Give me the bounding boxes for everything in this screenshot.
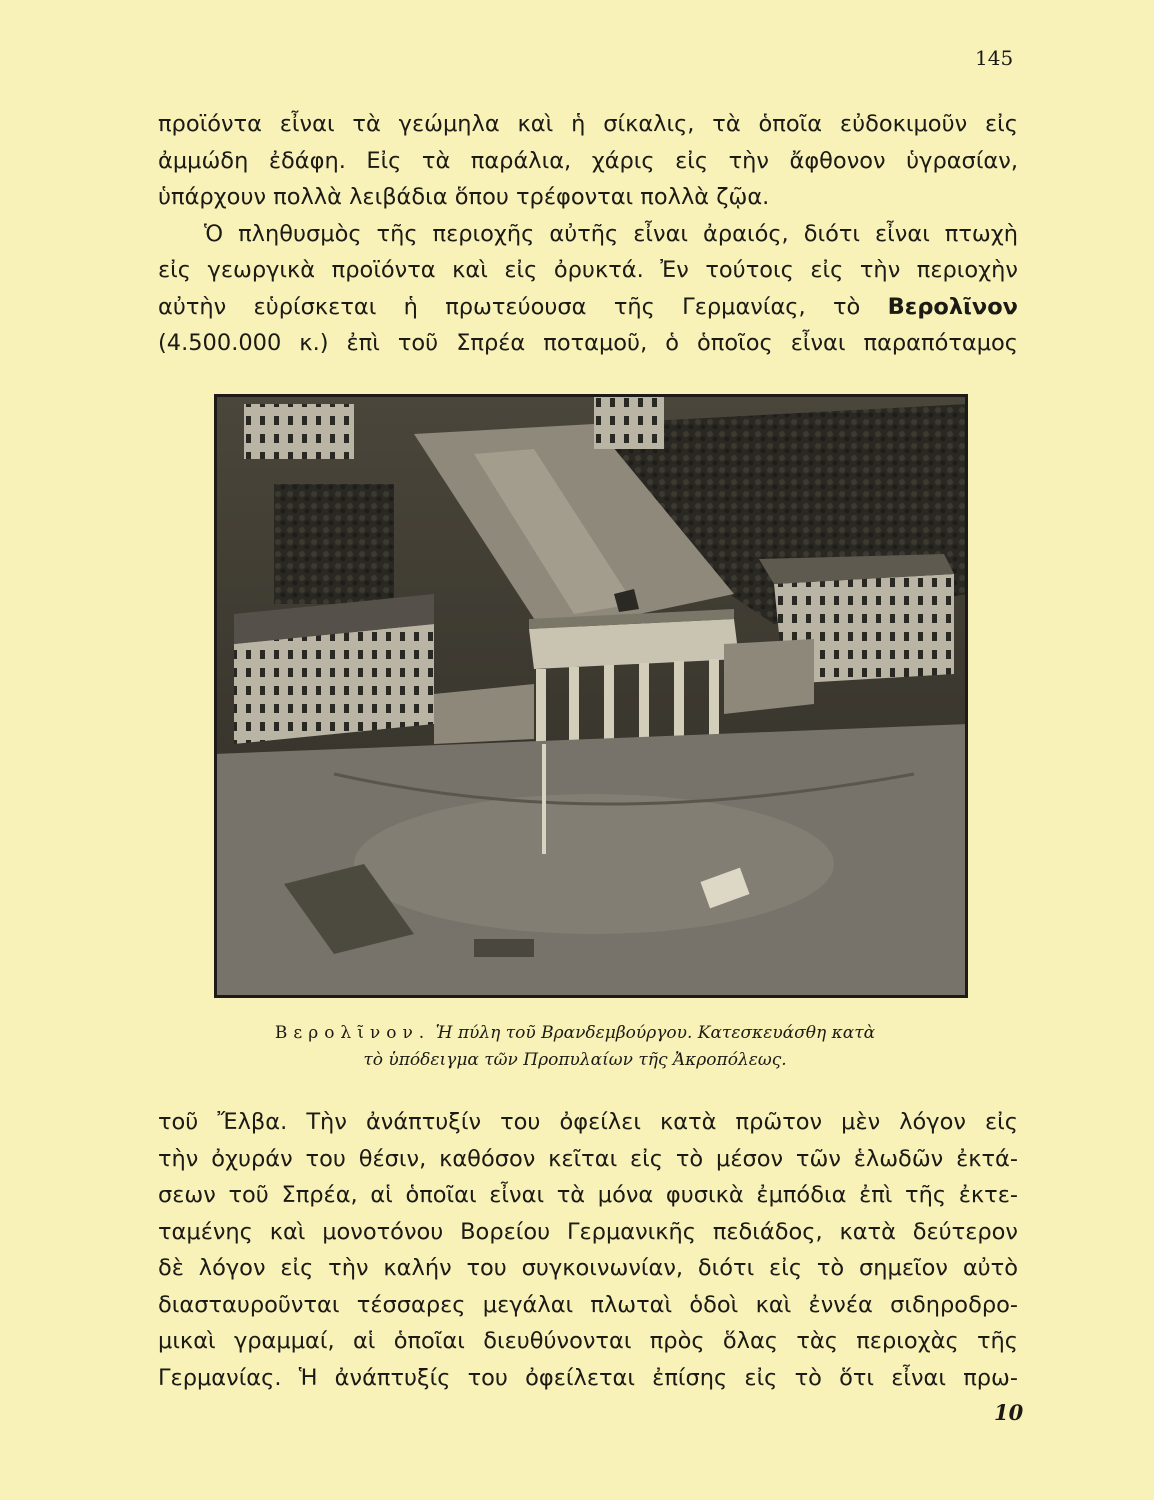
text-line: τὴν ὀχυράν του θέσιν, καθόσον κεῖται εἰς τὸ μέσον τῶν ἑλωδῶν ἐκτά- xyxy=(158,1145,1018,1172)
top-paragraph xyxy=(158,106,1018,362)
caption-line xyxy=(180,1020,970,1047)
text-line: εἰς γεωργικὰ προϊόντα καὶ εἰς ὀρυκτά. Ἐν τούτοις εἰς τὴν περιοχὴν xyxy=(158,257,1018,283)
caption-line: τὸ ὑπόδειγμα τῶν Προπυλαίων τῆς Ἀκροπόλεως. xyxy=(363,1050,787,1070)
text-fragment: αὐτὴν εὑρίσκεται ἡ πρωτεύουσα τῆς Γερμανίας, τὸ xyxy=(158,293,888,320)
text-line xyxy=(158,289,1018,326)
text-line: τοῦ Ἔλβα. Τὴν ἀνάπτυξίν του ὀφείλει κατὰ πρῶτον μὲν λόγον εἰς xyxy=(158,1109,1018,1135)
signature-mark: 10 xyxy=(994,1400,1024,1425)
text-line: διασταυροῦνται τέσσαρες μεγάλαι πλωταὶ ὁδοὶ καὶ ἐννέα σιδηροδρο- xyxy=(158,1291,1018,1318)
caption-text: Ἡ πύλη τοῦ Βρανδεμβούργου. Κατεσκευάσθη κατὰ xyxy=(430,1023,876,1043)
text-line: προϊόντα εἶναι τὰ γεώμηλα καὶ ἡ σίκαλις, τὰ ὁποῖα εὐδοκιμοῦν εἰς xyxy=(158,111,1018,137)
page-number: 145 xyxy=(975,46,1014,70)
caption-city-name: Βερολῖνον. xyxy=(274,1023,431,1043)
text-line: δὲ λόγον εἰς τὴν καλήν του συγκοινωνίαν, διότι εἰς τὸ σημεῖον αὐτὸ xyxy=(158,1255,1018,1281)
text-line: σεων τοῦ Σπρέα, αἱ ὁποῖαι εἶναι τὰ μόνα φυσικὰ ἐμπόδια ἐπὶ τῆς ἐκτε- xyxy=(158,1182,1018,1208)
text-line: (4.500.000 κ.) ἐπὶ τοῦ Σπρέα ποταμοῦ, ὁ ὁποῖος εἶναι παραπόταμος xyxy=(158,330,1018,356)
photo-caption xyxy=(180,1020,970,1074)
text-line: ὑπάρχουν πολλὰ λειβάδια ὅπου τρέφονται πολλὰ ζῷα. xyxy=(158,184,770,210)
text-line: μικαὶ γραμμαί, αἱ ὁποῖαι διευθύνονται πρὸς ὅλας τὰς περιοχὰς τῆς xyxy=(158,1328,1018,1354)
brandenburg-gate-photo xyxy=(214,394,968,998)
text-line: Ὁ πληθυσμὸς τῆς περιοχῆς αὐτῆς εἶναι ἀραιός, διότι εἶναι πτωχὴ xyxy=(204,220,1018,247)
text-line: ἀμμώδη ἐδάφη. Εἰς τὰ παράλια, χάρις εἰς τὴν ἄφθονον ὑγρασίαν, xyxy=(158,147,1018,174)
text-line: Γερμανίας. Ἡ ἀνάπτυξίς του ὀφείλεται ἐπίσης εἰς τὸ ὅτι εἶναι πρω- xyxy=(158,1364,1018,1391)
text-line: ταμένης καὶ μονοτόνου Βορείου Γερμανικῆς πεδιάδος, κατὰ δεύτερον xyxy=(158,1218,1018,1245)
city-name-bold: Βερολῖνον xyxy=(887,293,1018,320)
bottom-paragraph xyxy=(158,1104,1018,1396)
